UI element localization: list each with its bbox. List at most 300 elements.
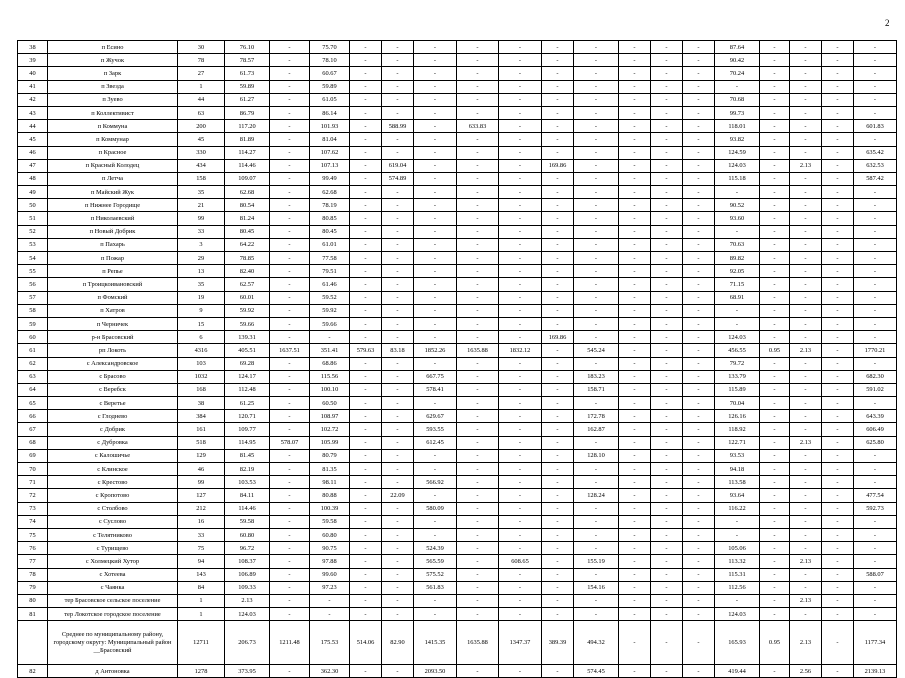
table-cell: - (619, 555, 651, 568)
table-cell: - (822, 41, 854, 54)
table-cell: - (760, 120, 790, 133)
table-cell: - (350, 476, 382, 489)
table-cell: - (457, 581, 499, 594)
table-cell: 62.57 (225, 278, 270, 291)
table-cell: - (822, 383, 854, 396)
table-cell: - (499, 665, 542, 678)
table-cell: 61.01 (310, 238, 350, 251)
table-cell: - (619, 54, 651, 67)
table-cell: - (822, 594, 854, 607)
table-cell: - (760, 291, 790, 304)
table-cell: 124.03 (715, 608, 760, 621)
table-cell: 99.73 (715, 106, 760, 119)
table-cell: - (760, 172, 790, 185)
table-cell: с Телятниково (48, 528, 178, 541)
table-cell: - (790, 133, 822, 146)
table-cell: - (822, 515, 854, 528)
table-cell: - (457, 357, 499, 370)
table-cell: - (683, 304, 715, 317)
table-cell: - (619, 212, 651, 225)
table-cell: 101.93 (310, 120, 350, 133)
table-cell: 643.39 (854, 410, 897, 423)
table-cell: - (270, 304, 310, 317)
table-cell: 61.27 (225, 93, 270, 106)
table-cell: - (822, 608, 854, 621)
table-cell: - (350, 133, 382, 146)
table-row (18, 199, 897, 212)
table-cell: 434 (178, 159, 225, 172)
table-row (18, 159, 897, 172)
table-cell: - (499, 594, 542, 607)
table-cell: 15 (178, 317, 225, 330)
table-cell: - (651, 54, 683, 67)
table-cell: - (499, 581, 542, 594)
table-cell: - (760, 186, 790, 199)
table-cell: 61.73 (225, 67, 270, 80)
table-cell: - (619, 304, 651, 317)
table-cell: - (683, 212, 715, 225)
table-cell: 60.01 (225, 291, 270, 304)
table-cell: - (499, 423, 542, 436)
table-cell: - (382, 568, 414, 581)
table-cell: - (790, 186, 822, 199)
table-cell: - (822, 410, 854, 423)
table-cell: - (651, 67, 683, 80)
table-cell: - (790, 331, 822, 344)
table-cell: - (790, 199, 822, 212)
table-cell: - (542, 357, 574, 370)
table-cell: 86.79 (225, 106, 270, 119)
table-cell: - (822, 621, 854, 665)
table-cell: - (683, 476, 715, 489)
table-cell: - (574, 594, 619, 607)
table-cell: 80.45 (225, 225, 270, 238)
table-cell: - (683, 594, 715, 607)
table-row (18, 665, 897, 678)
table-cell: - (457, 476, 499, 489)
table-cell: 96.72 (225, 542, 270, 555)
table-cell: - (350, 265, 382, 278)
table-cell: 63 (178, 106, 225, 119)
table-cell: - (854, 106, 897, 119)
table-cell: - (854, 212, 897, 225)
table-row (18, 528, 897, 541)
table-cell: 1278 (178, 665, 225, 678)
table-cell: - (414, 199, 457, 212)
table-cell: 75.70 (310, 41, 350, 54)
table-cell: - (683, 515, 715, 528)
table-cell: - (382, 41, 414, 54)
table-cell: - (760, 238, 790, 251)
table-cell: - (790, 106, 822, 119)
table-cell: - (651, 252, 683, 265)
table-cell: - (414, 265, 457, 278)
table-cell: - (683, 317, 715, 330)
table-cell: - (270, 159, 310, 172)
table-cell: - (683, 463, 715, 476)
table-cell: - (542, 410, 574, 423)
table-cell: - (619, 252, 651, 265)
table-cell: 494.32 (574, 621, 619, 665)
table-cell: 51 (18, 212, 48, 225)
table-cell: - (574, 542, 619, 555)
table-cell: - (683, 555, 715, 568)
table-row (18, 555, 897, 568)
table-cell: 2.56 (790, 665, 822, 678)
table-cell: - (350, 54, 382, 67)
table-cell: - (822, 172, 854, 185)
table-cell: - (542, 594, 574, 607)
table-cell: - (457, 370, 499, 383)
table-cell: 2.13 (790, 621, 822, 665)
table-cell: - (542, 186, 574, 199)
table-cell: - (651, 515, 683, 528)
table-cell: 94 (178, 555, 225, 568)
table-cell: - (790, 67, 822, 80)
table-cell: - (574, 252, 619, 265)
table-cell: - (854, 225, 897, 238)
table-cell: - (760, 515, 790, 528)
table-cell: - (574, 212, 619, 225)
table-cell: 3 (178, 238, 225, 251)
table-cell: - (760, 423, 790, 436)
table-cell: - (350, 331, 382, 344)
table-cell: 97.23 (310, 581, 350, 594)
table-cell: - (854, 80, 897, 93)
table-cell: 115.18 (715, 172, 760, 185)
table-cell: - (683, 423, 715, 436)
table-cell: 606.49 (854, 423, 897, 436)
table-cell: - (382, 317, 414, 330)
table-cell: - (683, 146, 715, 159)
table-cell: 44 (18, 120, 48, 133)
table-cell: 41 (18, 80, 48, 93)
table-cell: - (382, 555, 414, 568)
table-cell: - (822, 238, 854, 251)
table-cell: 405.51 (225, 344, 270, 357)
table-row (18, 436, 897, 449)
table-cell: - (715, 515, 760, 528)
table-cell: - (790, 225, 822, 238)
table-cell: п Красный Колодец (48, 159, 178, 172)
table-cell: 70.63 (715, 238, 760, 251)
table-cell: 47 (18, 159, 48, 172)
table-cell: - (499, 608, 542, 621)
table-cell: - (854, 608, 897, 621)
table-cell: 78.19 (310, 199, 350, 212)
table-cell: - (270, 568, 310, 581)
table-cell: - (651, 120, 683, 133)
table-cell: - (683, 80, 715, 93)
table-cell: - (270, 54, 310, 67)
table-cell: - (270, 489, 310, 502)
table-cell: - (619, 344, 651, 357)
table-cell: 71 (18, 476, 48, 489)
table-cell: 172.78 (574, 410, 619, 423)
table-cell: - (651, 80, 683, 93)
table-cell: - (382, 528, 414, 541)
table-cell: - (499, 54, 542, 67)
table-cell: 59.66 (225, 317, 270, 330)
table-cell: 608.65 (499, 555, 542, 568)
table-cell: - (822, 555, 854, 568)
table-cell: - (683, 608, 715, 621)
table-cell: - (574, 106, 619, 119)
table-cell: - (350, 225, 382, 238)
table-cell: - (542, 581, 574, 594)
table-cell: 50 (18, 199, 48, 212)
table-cell: - (760, 93, 790, 106)
table-cell: - (651, 317, 683, 330)
table-cell: - (760, 278, 790, 291)
table-cell: - (457, 67, 499, 80)
table-cell: 6 (178, 331, 225, 344)
table-cell: - (350, 515, 382, 528)
table-cell: - (619, 331, 651, 344)
table-cell: - (499, 41, 542, 54)
table-cell: - (822, 133, 854, 146)
table-cell: - (790, 41, 822, 54)
table-cell: 93.82 (715, 133, 760, 146)
table-cell: 98.11 (310, 476, 350, 489)
table-cell: - (457, 489, 499, 502)
table-cell: - (760, 199, 790, 212)
table-cell: 80.85 (310, 212, 350, 225)
table-cell: 52 (18, 225, 48, 238)
table-cell: - (574, 199, 619, 212)
table-cell: 60.67 (310, 67, 350, 80)
table-cell: 107.62 (310, 146, 350, 159)
table-cell: 139.31 (225, 331, 270, 344)
table-cell: - (457, 54, 499, 67)
table-cell: 61.25 (225, 397, 270, 410)
table-cell: - (822, 225, 854, 238)
table-cell: 100.39 (310, 502, 350, 515)
table-cell: - (542, 542, 574, 555)
table-cell: 588.07 (854, 568, 897, 581)
table-cell: - (382, 54, 414, 67)
table-cell: 632.53 (854, 159, 897, 172)
table-cell: - (651, 304, 683, 317)
table-cell: 27 (178, 67, 225, 80)
table-cell: п Пожар (48, 252, 178, 265)
table-cell: - (760, 397, 790, 410)
table-cell: - (683, 436, 715, 449)
table-cell: - (822, 265, 854, 278)
table-cell: - (457, 106, 499, 119)
table-cell: - (414, 252, 457, 265)
table-cell: 575.52 (414, 568, 457, 581)
table-cell: - (382, 252, 414, 265)
table-row (18, 120, 897, 133)
table-cell: 68.91 (715, 291, 760, 304)
table-cell: - (715, 304, 760, 317)
table-cell: 165.93 (715, 621, 760, 665)
table-cell: - (499, 291, 542, 304)
table-cell: 75 (18, 528, 48, 541)
table-cell: 70.24 (715, 67, 760, 80)
table-cell: 80.45 (310, 225, 350, 238)
table-cell: - (382, 186, 414, 199)
table-cell: - (270, 278, 310, 291)
table-cell: 168 (178, 383, 225, 396)
table-cell: 59.89 (225, 80, 270, 93)
table-cell: - (683, 159, 715, 172)
table-cell: 73 (18, 502, 48, 515)
table-cell: 72 (18, 489, 48, 502)
table-cell: - (414, 41, 457, 54)
table-cell: - (822, 159, 854, 172)
table-cell: - (270, 106, 310, 119)
table-cell: 62 (18, 357, 48, 370)
table-cell: 93.64 (715, 489, 760, 502)
table-cell: - (822, 291, 854, 304)
table-cell: - (542, 199, 574, 212)
table-cell: - (414, 304, 457, 317)
table-cell: - (542, 515, 574, 528)
table-row (18, 41, 897, 54)
table-cell: 115.89 (715, 383, 760, 396)
table-cell: - (760, 317, 790, 330)
table-cell: 71.15 (715, 278, 760, 291)
table-cell: - (619, 278, 651, 291)
table-cell: - (457, 252, 499, 265)
table-cell: - (414, 449, 457, 462)
table-cell: - (270, 423, 310, 436)
table-cell: 384 (178, 410, 225, 423)
table-cell: - (619, 317, 651, 330)
table-cell: тер Брасовское сельское поселение (48, 594, 178, 607)
table-cell: - (350, 370, 382, 383)
table-cell: 48 (18, 172, 48, 185)
table-cell: 38 (18, 41, 48, 54)
table-cell: 49 (18, 186, 48, 199)
table-cell: - (457, 423, 499, 436)
table-cell: 2.13 (790, 594, 822, 607)
table-cell: - (414, 93, 457, 106)
table-cell: - (790, 120, 822, 133)
table-cell: - (382, 608, 414, 621)
table-cell: - (382, 331, 414, 344)
table-cell: - (414, 594, 457, 607)
table-cell: - (270, 608, 310, 621)
table-cell: - (619, 621, 651, 665)
table-cell: - (270, 383, 310, 396)
table-cell: - (542, 528, 574, 541)
table-cell: 99 (178, 212, 225, 225)
table-cell: 81 (18, 608, 48, 621)
table-cell: 68.86 (310, 357, 350, 370)
table-cell: с Веретье (48, 397, 178, 410)
table-cell: - (619, 93, 651, 106)
table-cell: 58 (18, 304, 48, 317)
table-cell: - (310, 594, 350, 607)
table-cell: 61.46 (310, 278, 350, 291)
table-cell: 78 (178, 54, 225, 67)
table-cell: 667.75 (414, 370, 457, 383)
table-cell: - (715, 80, 760, 93)
table-cell: 94.18 (715, 463, 760, 476)
table-cell: 1 (178, 608, 225, 621)
table-cell: - (270, 212, 310, 225)
table-cell: - (414, 291, 457, 304)
table-cell: - (619, 133, 651, 146)
table-cell: - (760, 476, 790, 489)
table-cell: 122.71 (715, 436, 760, 449)
table-cell: - (715, 528, 760, 541)
table-cell: 59.66 (310, 317, 350, 330)
table-cell: - (683, 449, 715, 462)
table-cell: - (854, 357, 897, 370)
table-cell: 19 (178, 291, 225, 304)
table-cell: 362.30 (310, 665, 350, 678)
table-cell: 143 (178, 568, 225, 581)
table-cell: - (542, 80, 574, 93)
table-cell: п Звезда (48, 80, 178, 93)
table-cell: 45 (18, 133, 48, 146)
table-cell: 161 (178, 423, 225, 436)
table-cell: - (542, 225, 574, 238)
table-cell: 212 (178, 502, 225, 515)
table-cell: - (414, 357, 457, 370)
table-cell: - (760, 608, 790, 621)
table-cell: 53 (18, 238, 48, 251)
table-cell: - (619, 186, 651, 199)
table-cell: - (854, 252, 897, 265)
table-cell: - (457, 41, 499, 54)
table-cell: - (760, 252, 790, 265)
table-cell: - (854, 528, 897, 541)
table-cell: - (651, 278, 683, 291)
table-cell: - (350, 528, 382, 541)
table-cell: - (854, 265, 897, 278)
table-cell: - (270, 502, 310, 515)
table-cell: 93.60 (715, 212, 760, 225)
table-cell: - (350, 608, 382, 621)
table-cell: - (683, 291, 715, 304)
table-cell: - (651, 502, 683, 515)
table-cell: - (683, 542, 715, 555)
table-cell: - (499, 370, 542, 383)
table-cell: - (414, 397, 457, 410)
table-cell: 1635.88 (457, 621, 499, 665)
table-cell: - (619, 608, 651, 621)
table-cell: - (499, 186, 542, 199)
table-row (18, 423, 897, 436)
table-cell: - (574, 515, 619, 528)
table-cell: п Летча (48, 172, 178, 185)
table-cell: 114.46 (225, 159, 270, 172)
table-row (18, 186, 897, 199)
table-cell: - (822, 317, 854, 330)
table-cell: с Дубровка (48, 436, 178, 449)
table-cell: 60.80 (310, 528, 350, 541)
table-cell: с Хотеева (48, 568, 178, 581)
table-cell: - (790, 489, 822, 502)
table-cell: 117.20 (225, 120, 270, 133)
table-cell: - (790, 238, 822, 251)
table-cell: - (457, 594, 499, 607)
table-cell: п Коммуна (48, 120, 178, 133)
table-row (18, 476, 897, 489)
table-cell: 33 (178, 225, 225, 238)
table-cell: с Клинское (48, 463, 178, 476)
table-cell: - (790, 463, 822, 476)
table-cell: - (651, 357, 683, 370)
table-row (18, 291, 897, 304)
table-cell: 76 (18, 542, 48, 555)
table-cell: - (499, 397, 542, 410)
